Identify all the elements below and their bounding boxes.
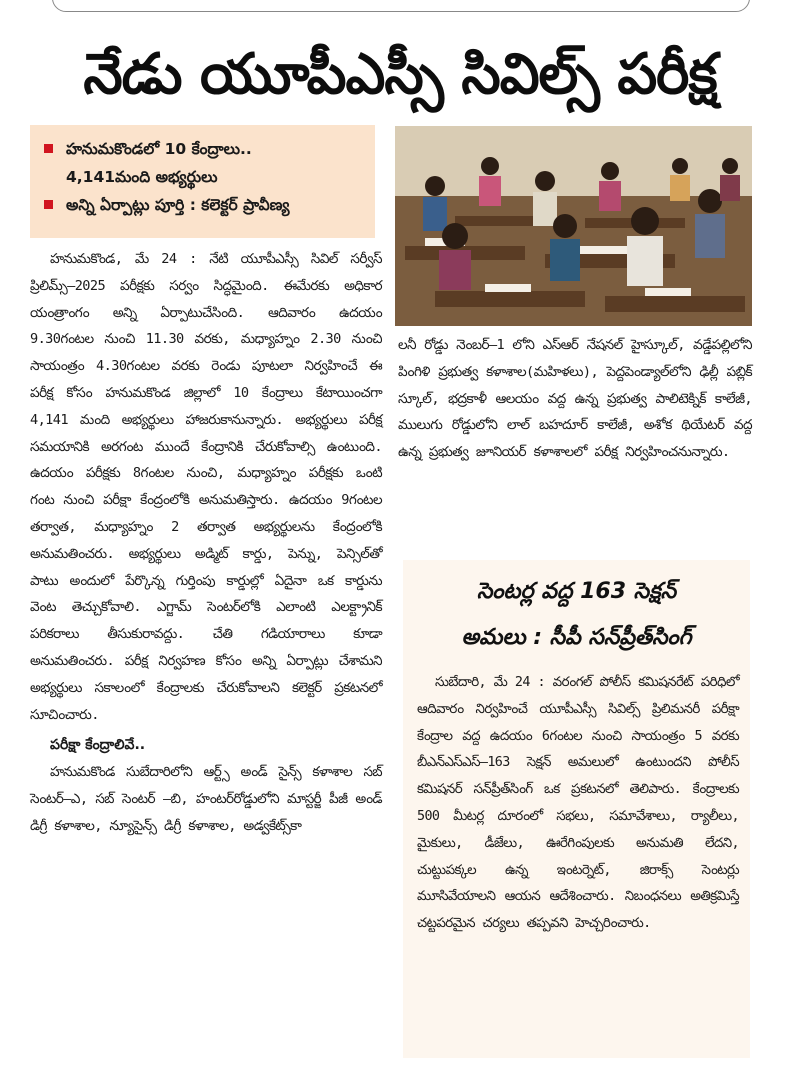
- highlight-item: [44, 135, 365, 163]
- exam-hall-photo-drawing: [395, 126, 752, 326]
- top-frame-border: [52, 0, 750, 12]
- highlight-text: 4,141మంది అభ్యర్థులు: [66, 168, 218, 186]
- sidebar-title-line1: సెంటర్ల వద్ద 163 సెక్షన్‌: [476, 579, 677, 604]
- highlight-item: [44, 163, 365, 191]
- sidebar-body: సుబేదారి, మే 24 : వరంగల్‌ పోలీస్‌ కమిషనరేట్‌ పరిధిలో ఆదివారం నిర్వహించే యూపీఎస్సీ సివిల్స్‌ ప్రిలిమనరీ పరీక్షా కేంద్రాల వద్ద ఉదయం 6గంటల నుంచి సాయంత్రం 5 వరకు బీఎన్‌ఎస్‌ఎస్‌–163 సెక్షన్‌ అమలులో ఉంటుందని పోలీస్‌ కమిషనర్‌ సన్‌ప్రీత్‌సింగ్‌ ఒక ప్రకటనలో తెలిపారు. కేంద్రాలకు 500 మీటర్ల దూరంలో సభలు, సమావేశాలు, ర్యాలీలు, మైకులు, డీజేలు, ఊరేగింపులకు అనుమతి లేదని, చుట్టుపక్కల ఉన్న ఇంటర్నెట్‌, జిరాక్స్‌ సెంటర్లు మూసివేయాలని ఆయన ఆదేశించారు. నిబంధనలు అతిక్రమిస్తే చట్టపరమైన చర్యలు తప్పవని హెచ్చరించారు.: [417, 675, 739, 932]
- headline: నేడు యూపీఎస్సీ సివిల్స్‌ పరీక్ష: [83, 42, 717, 107]
- centers-subheading: పరీక్షా కేంద్రాలివే..: [50, 737, 146, 754]
- centers-paragraph: హనుమకొండ సుబేదారిలోని ఆర్ట్స్‌ అండ్‌ సైన్స్‌ కళాశాల సబ్‌ సెంటర్‌–ఎ, సబ్‌ సెంటర్‌ –బి, హంటర్‌రోడ్డులోని మాస్టర్జీ పీజీ అండ్‌ డిగ్రీ కళాశాల, న్యూసైన్స్‌ డిగ్రీ కళాశాల, అడ్వకేట్స్‌కా: [30, 764, 382, 834]
- article-body-left: [30, 246, 382, 840]
- article-paragraph: హనుమకొండ, మే 24 : నేటి యూపీఎస్సీ సివిల్‌ సర్వీస్‌ ప్రిలిమ్స్‌–2025 పరీక్షకు సర్వం సిద్ధమైంది. ఈమేరకు అధికార యంత్రాంగం అన్ని ఏర్పాటుచేసింది. ఆదివారం ఉదయం 9.30గంటల నుంచి 11.30 వరకు, మధ్యాహ్నం 2.30 నుంచి సాయంత్రం 4.30గంటల వరకు రెండు పూటలా నిర్వహించే ఈ పరీక్ష కోసం హనుమకొండ జిల్లాలో 10 కేంద్రాలు కేటాయించగా 4,141 మంది అభ్యర్థులు హాజరుకానున్నారు. అభ్యర్థులు పరీక్ష సమయానికి అరగంట ముందే కేంద్రానికి చేరుకోవాల్సి ఉంటుంది. ఉదయం పరీక్షకు 8గంటల నుంచి, మధ్యాహ్నం పరీక్షకు ఒంటి గంట నుంచి పరీక్షా కేంద్రంలోకి అనుమతిస్తారు. ఉదయం 9గంటల తర్వాత, మధ్యాహ్నం 2 తర్వాత అభ్యర్థులను కేంద్రంలోకి అనుమతించరు. అభ్యర్థులు అడ్మిట్‌ కార్డు, పెన్ను, పెన్సిల్‌తో పాటు అందులో పేర్కొన్న గుర్తింపు కార్డుల్లో ఏదైనా ఒక కార్డును వెంట తెచ్చుకోవాలి. ఎగ్జామ్‌ సెంటర్‌లోకి ఎలాంటి ఎలక్ట్రానిక్‌ పరికరాలు తీసుకురావద్దు. చేతి గడియారాలు కూడా అనుమతించరు. పరీక్ష నిర్వహణ కోసం అన్ని ఏర్పాట్లు చేశామని అభ్యర్థులు సకాలంలో కేంద్రాలకు చేరుకోవాలని కలెక్టర్‌ ప్రకటనలో సూచించారు.: [30, 251, 382, 723]
- sidebar-title-line2: అమలు : సీపీ సన్‌ప్రీత్‌సింగ్‌: [461, 625, 692, 650]
- highlights-box: [30, 125, 375, 238]
- highlight-text: అన్ని ఏర్పాట్లు పూర్తి : కలెక్టర్‌ ప్రావీణ్య: [66, 196, 290, 214]
- article-body-right: [398, 332, 752, 466]
- bullet-icon: [44, 144, 53, 153]
- highlight-item: [44, 191, 365, 219]
- exam-hall-photo: [395, 126, 752, 326]
- highlight-text: హనుమకొండలో 10 కేంద్రాలు..: [66, 140, 252, 158]
- bullet-icon: [44, 200, 53, 209]
- article-paragraph-continued: లనీ రోడ్డు నెంబర్‌–1 లోని ఎస్‌ఆర్‌ నేషనల్‌ హైస్కూల్‌, వడ్డేపల్లిలోని పింగిళి ప్రభుత్వ కళాశాల(మహిళలు), పెద్దపెండ్యాల్‌లోని ఢిల్లీ పబ్లిక్‌ స్కూల్‌, భద్రకాళీ ఆలయం వద్ద ఉన్న ప్రభుత్వ పాలిటెక్నిక్‌ కాలేజీ, ములుగు రోడ్డులోని లాల్‌ బహదూర్‌ కాలేజీ, అశోక థియేటర్‌ వద్ద ఉన్న ప్రభుత్వ జూనియర్‌ కళాశాలలో పరీక్ష నిర్వహించనున్నారు.: [398, 337, 752, 461]
- sidebar-box: [403, 560, 750, 1058]
